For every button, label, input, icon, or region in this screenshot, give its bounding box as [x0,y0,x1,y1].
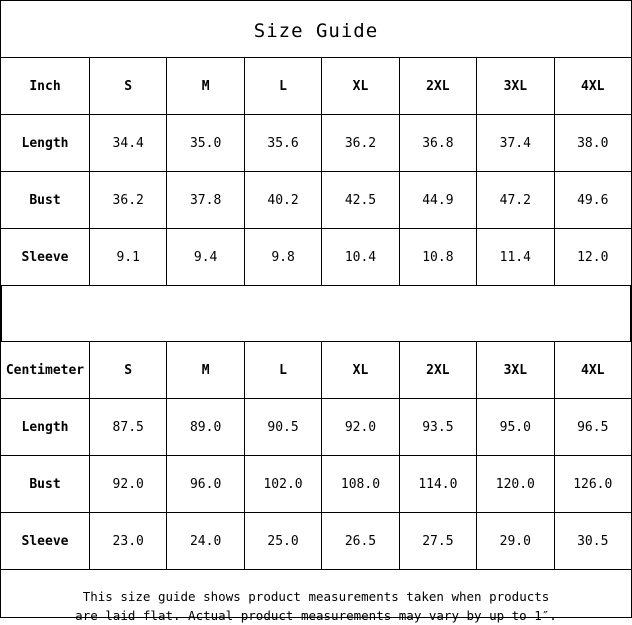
column-header-m: M [167,342,244,399]
column-header-2xl: 2XL [399,58,476,115]
column-header-s: S [90,58,167,115]
cell-cm-bust-xl: 108.0 [322,456,399,513]
cell-inch-bust-3xl: 47.2 [477,172,554,229]
cell-cm-sleeve-4xl: 30.5 [554,513,631,570]
row-label-length: Length [1,399,90,456]
row-label-length: Length [1,115,90,172]
cell-inch-sleeve-3xl: 11.4 [477,229,554,286]
centimeter-size-table [0,341,632,570]
cell-inch-sleeve-xl: 10.4 [322,229,399,286]
cell-cm-sleeve-m: 24.0 [167,513,244,570]
table-row [1,456,632,513]
cell-inch-sleeve-2xl: 10.8 [399,229,476,286]
cell-cm-bust-3xl: 120.0 [477,456,554,513]
column-header-3xl: 3XL [477,58,554,115]
table-row [1,172,632,229]
cell-inch-bust-l: 40.2 [244,172,321,229]
column-header-s: S [90,342,167,399]
cell-inch-bust-2xl: 44.9 [399,172,476,229]
cell-inch-sleeve-m: 9.4 [167,229,244,286]
cell-inch-bust-s: 36.2 [90,172,167,229]
size-guide-note [1,570,631,625]
column-header-3xl: 3XL [477,342,554,399]
unit-label-centimeter: Centimeter [1,342,90,399]
inch-size-table [0,57,632,286]
cell-inch-length-s: 34.4 [90,115,167,172]
cell-inch-length-3xl: 37.4 [477,115,554,172]
cell-inch-length-m: 35.0 [167,115,244,172]
column-header-xl: XL [322,58,399,115]
centimeter-table-wrapper [0,341,632,570]
cell-cm-sleeve-2xl: 27.5 [399,513,476,570]
table-row [1,229,632,286]
row-label-sleeve: Sleeve [1,513,90,570]
unit-label-inch: Inch [1,58,90,115]
table-row [1,115,632,172]
row-label-bust: Bust [1,456,90,513]
cell-cm-sleeve-3xl: 29.0 [477,513,554,570]
table-row [1,513,632,570]
column-header-2xl: 2XL [399,342,476,399]
cell-cm-bust-l: 102.0 [244,456,321,513]
cell-inch-sleeve-s: 9.1 [90,229,167,286]
cell-inch-length-4xl: 38.0 [554,115,631,172]
column-header-4xl: 4XL [554,58,631,115]
row-label-sleeve: Sleeve [1,229,90,286]
note-line-1: This size guide shows product measurements taken when products [82,589,550,604]
cell-inch-length-xl: 36.2 [322,115,399,172]
cell-cm-bust-m: 96.0 [167,456,244,513]
cell-cm-length-2xl: 93.5 [399,399,476,456]
inch-table-wrapper [0,57,632,286]
cell-cm-length-s: 87.5 [90,399,167,456]
note-line-2: are laid flat. Actual product measurements may vary by up to 1″. [75,608,557,623]
cell-cm-length-m: 89.0 [167,399,244,456]
table-header-row [1,342,632,399]
cell-cm-length-l: 90.5 [244,399,321,456]
table-spacer [1,286,631,341]
table-header-row [1,58,632,115]
row-label-bust: Bust [1,172,90,229]
cell-inch-length-l: 35.6 [244,115,321,172]
cell-inch-length-2xl: 36.8 [399,115,476,172]
cell-inch-sleeve-l: 9.8 [244,229,321,286]
cell-cm-length-xl: 92.0 [322,399,399,456]
cell-inch-bust-m: 37.8 [167,172,244,229]
cell-cm-length-4xl: 96.5 [554,399,631,456]
column-header-xl: XL [322,342,399,399]
cell-inch-sleeve-4xl: 12.0 [554,229,631,286]
cell-cm-sleeve-xl: 26.5 [322,513,399,570]
table-row [1,399,632,456]
column-header-m: M [167,58,244,115]
cell-inch-bust-xl: 42.5 [322,172,399,229]
column-header-l: L [244,342,321,399]
cell-cm-bust-4xl: 126.0 [554,456,631,513]
cell-cm-bust-2xl: 114.0 [399,456,476,513]
cell-cm-bust-s: 92.0 [90,456,167,513]
page-title: Size Guide [253,20,379,42]
column-header-l: L [244,58,321,115]
cell-inch-bust-4xl: 49.6 [554,172,631,229]
column-header-4xl: 4XL [554,342,631,399]
cell-cm-length-3xl: 95.0 [477,399,554,456]
cell-cm-sleeve-s: 23.0 [90,513,167,570]
cell-cm-sleeve-l: 25.0 [244,513,321,570]
